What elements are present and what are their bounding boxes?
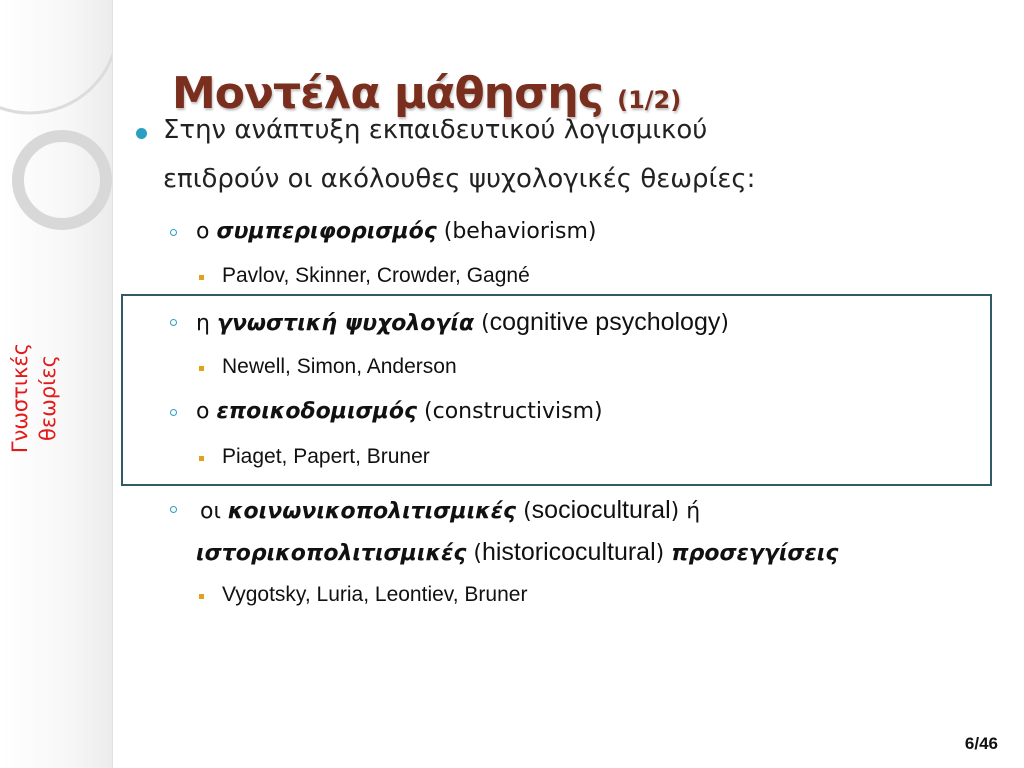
slide-title-sub: (1/2) xyxy=(617,86,682,114)
theory-article: η xyxy=(196,311,210,336)
paren-open: ( xyxy=(481,311,490,336)
theory-term: γνωστική ψυχολογία xyxy=(216,311,475,336)
theory-behaviorism xyxy=(196,219,596,244)
theory-term: εποικοδομισμός xyxy=(216,399,418,424)
sub-bullet-circle xyxy=(170,229,177,236)
theory-english: historicocultural xyxy=(481,538,656,566)
slide-title-main: Μοντέλα μάθησης xyxy=(172,68,603,119)
theory-constructivism xyxy=(196,399,603,424)
sub-sub-bullet xyxy=(199,594,204,599)
theory-historicocultural xyxy=(196,538,838,567)
theory-term: ιστορικοπολιτισμικές xyxy=(196,541,467,566)
page-number: 6/46 xyxy=(964,734,998,753)
side-label-cognitive-theories xyxy=(6,333,62,463)
theory-cognitive-psychology xyxy=(196,308,729,337)
paren-open: ( xyxy=(473,541,482,566)
sub-sub-bullet xyxy=(199,456,204,461)
theory-english: sociocultural xyxy=(531,496,671,524)
theory-article: ο xyxy=(196,219,210,244)
bullet-dot xyxy=(136,128,147,139)
paren-close: ) ή xyxy=(670,499,701,524)
decorative-circles xyxy=(0,0,112,260)
theory-article: ο xyxy=(196,399,210,424)
theory-people: Newell, Simon, Anderson xyxy=(222,355,457,378)
theory-term: προσεγγίσεις xyxy=(671,541,839,566)
theory-english: (constructivism) xyxy=(424,399,603,424)
intro-line-1: Στην ανάπτυξη εκπαιδευτικού λογισμικού xyxy=(163,115,708,145)
sub-sub-bullet xyxy=(199,275,204,280)
sub-sub-bullet xyxy=(199,366,204,371)
intro-line-2: επιδρούν οι ακόλουθες ψυχολογικές θεωρίες: xyxy=(163,164,756,194)
theory-term: κοινωνικοπολιτισμικές xyxy=(227,499,517,524)
sub-bullet-circle xyxy=(170,506,177,513)
sub-bullet-circle xyxy=(170,409,177,416)
paren-close: ) xyxy=(720,311,729,336)
theory-people: Piaget, Papert, Bruner xyxy=(222,445,430,468)
side-label-line2: θεωρίες xyxy=(36,355,60,441)
theory-sociocultural xyxy=(200,496,700,525)
paren-close: ) xyxy=(655,541,665,566)
slide-title xyxy=(172,68,681,119)
theory-article: οι xyxy=(200,499,221,524)
sub-bullet-circle xyxy=(170,319,177,326)
side-label-line1: Γνωστικές xyxy=(8,342,32,454)
theory-english: cognitive psychology xyxy=(489,308,721,336)
theory-people: Vygotsky, Luria, Leontiev, Bruner xyxy=(222,583,528,606)
theory-english: (behaviorism) xyxy=(443,219,597,244)
theory-people: Pavlov, Skinner, Crowder, Gagné xyxy=(222,264,530,287)
theory-term: συμπεριφορισμός xyxy=(216,219,437,244)
paren-open: ( xyxy=(523,499,532,524)
